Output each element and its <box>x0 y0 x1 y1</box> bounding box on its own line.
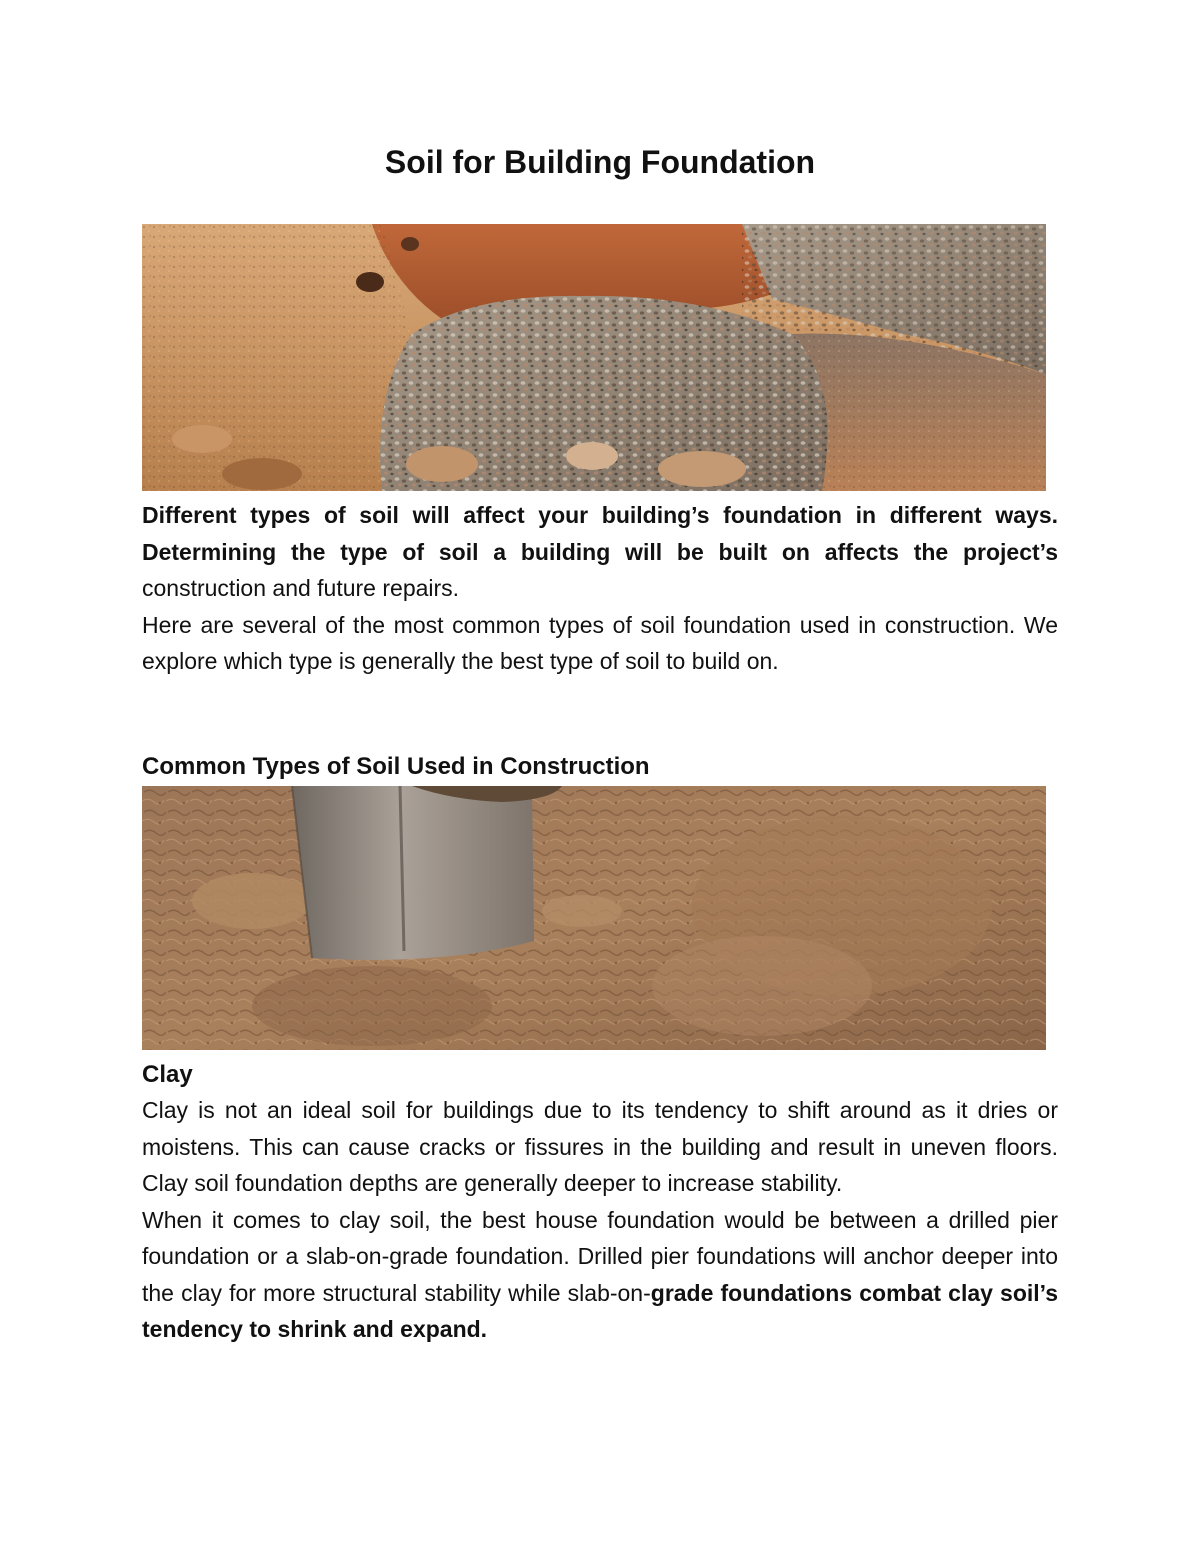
clay-regular-text: When it comes to clay soil, the best house foundation would be between a drilled pier foundation or a slab-on-grade foundation. Drilled pier foundations will anchor deeper into the clay for more structural stability while slab-on- <box>142 1206 1058 1306</box>
soil-samples-photo <box>142 224 1046 491</box>
intro-text <box>142 497 1058 680</box>
clay-soil-photo <box>142 786 1046 1050</box>
intro-bold-text: Different types of soil will affect your building’s foundation in different ways. Determining the type of soil a building will be built on affects the project’s <box>142 502 1058 565</box>
clay-bold-text: grade foundations combat clay soil’s tendency to shrink and expand. <box>142 1279 1058 1342</box>
page-title: Soil for Building Foundation <box>384 144 816 180</box>
clay-paragraph-2 <box>142 1202 1058 1348</box>
section-heading: Common Types of Soil Used in Construction <box>142 753 650 780</box>
clay-paragraph-1: Clay is not an ideal soil for buildings due to its tendency to shift around as it dries or moistens. This can cause cracks or fissures in the building and result in uneven floors. Clay soil foundation depths are generally deeper to increase stability. <box>142 1097 1058 1196</box>
intro-regular-text: construction and future repairs. <box>142 575 460 601</box>
clay-text <box>142 1092 1058 1348</box>
clay-heading: Clay <box>142 1061 193 1088</box>
intro-paragraph-1 <box>142 497 1058 607</box>
intro-paragraph-2: Here are several of the most common types of soil foundation used in construction. We explore which type is generally the best type of soil to build on. <box>142 611 1058 674</box>
